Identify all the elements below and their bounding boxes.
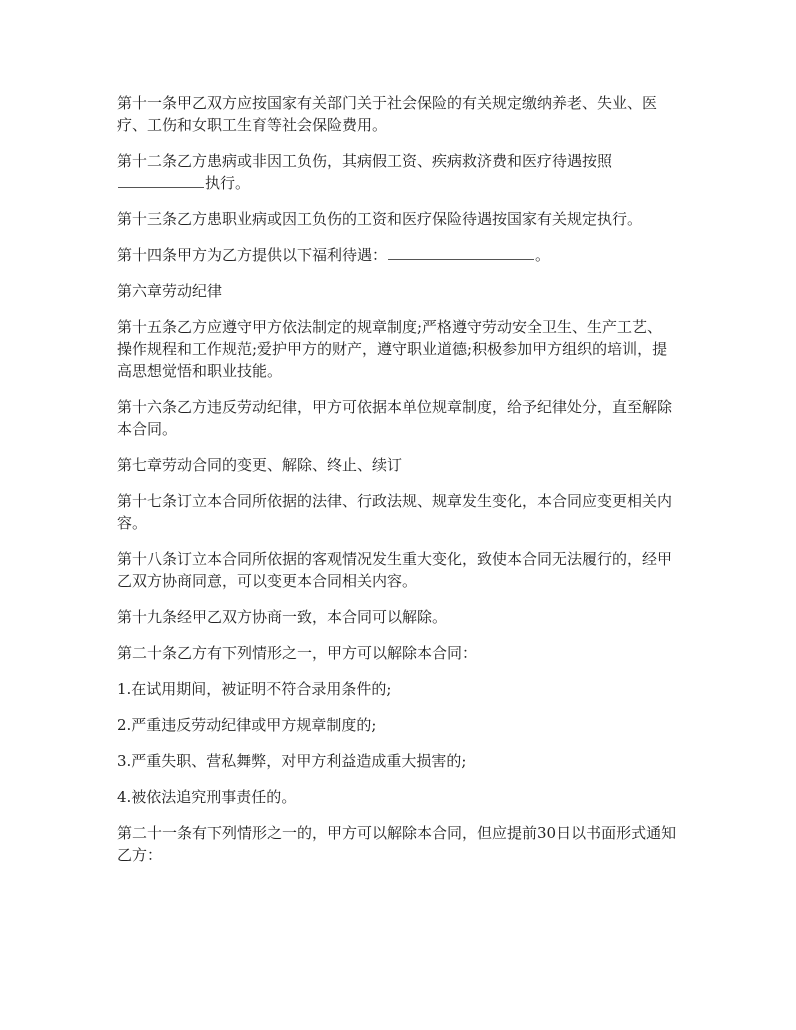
article-15-text: 第十五条乙方应遵守甲方依法制定的规章制度;严格遵守劳动安全卫生、生产工艺、操作规程和工作规范;爱护甲方的财产，遵守职业道德;积极参加甲方组织的培训，提高思想觉悟和职业技能。 (117, 318, 668, 380)
list-item-4-text: 4.被依法追究刑事责任的。 (117, 788, 297, 806)
list-item-3 (117, 750, 677, 772)
fill-blank-welfare[interactable] (388, 244, 534, 260)
article-14 (117, 244, 677, 266)
article-19 (117, 606, 677, 628)
chapter-7-title: 第七章劳动合同的变更、解除、终止、续订 (117, 456, 403, 474)
list-item-1-text: 1.在试用期间，被证明不符合录用条件的; (117, 680, 392, 698)
article-14-text-end: 。 (535, 246, 551, 264)
article-12-text-end: 执行。 (205, 174, 251, 192)
list-item-2-text: 2.严重违反劳动纪律或甲方规章制度的; (117, 716, 377, 734)
article-17 (117, 490, 677, 534)
article-16-text: 第十六条乙方违反劳动纪律，甲方可依据本单位规章制度，给予纪律处分，直至解除本合同。 (117, 398, 673, 438)
list-item-3-text: 3.严重失职、营私舞弊，对甲方利益造成重大损害的; (117, 752, 467, 770)
list-item-2 (117, 714, 677, 736)
article-11 (117, 92, 677, 136)
article-21-text: 第二十一条有下列情形之一的，甲方可以解除本合同，但应提前30日以书面形式通知乙方： (117, 824, 677, 864)
list-item-4 (117, 786, 677, 808)
article-20 (117, 642, 677, 664)
list-item-1 (117, 678, 677, 700)
article-19-text: 第十九条经甲乙双方协商一致，本合同可以解除。 (117, 608, 448, 626)
article-18 (117, 548, 677, 592)
chapter-6-title: 第六章劳动纪律 (117, 282, 223, 300)
article-11-text: 第十一条甲乙双方应按国家有关部门关于社会保险的有关规定缴纳养老、失业、医疗、工伤和女职工生育等社会保险费用。 (117, 94, 658, 134)
article-14-text: 第十四条甲方为乙方提供以下福利待遇： (117, 246, 388, 264)
chapter-6-heading (117, 280, 677, 302)
article-13 (117, 208, 677, 230)
chapter-7-heading (117, 454, 677, 476)
article-12 (117, 150, 677, 194)
article-21 (117, 822, 677, 866)
document-body (117, 92, 677, 880)
fill-blank-sick-pay[interactable] (118, 172, 204, 188)
article-16 (117, 396, 677, 440)
article-13-text: 第十三条乙方患职业病或因工负伤的工资和医疗保险待遇按国家有关规定执行。 (117, 210, 643, 228)
article-12-text: 第十二条乙方患病或非因工负伤，其病假工资、疾病救济费和医疗待遇按照 (117, 152, 613, 170)
article-17-text: 第十七条订立本合同所依据的法律、行政法规、规章发生变化，本合同应变更相关内容。 (117, 492, 673, 532)
article-15 (117, 316, 677, 382)
article-18-text: 第十八条订立本合同所依据的客观情况发生重大变化，致使本合同无法履行的，经甲乙双方协商同意，可以变更本合同相关内容。 (117, 550, 673, 590)
article-20-text: 第二十条乙方有下列情形之一，甲方可以解除本合同： (117, 644, 478, 662)
